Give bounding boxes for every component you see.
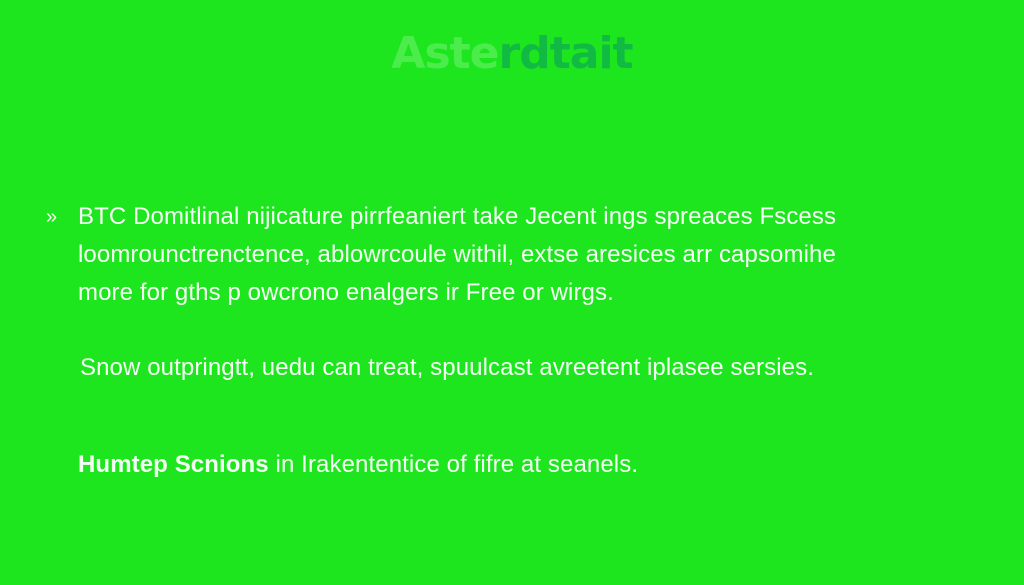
slide-title <box>0 28 1024 80</box>
bullet-icon: » <box>46 206 58 228</box>
paragraph-3 <box>78 446 978 484</box>
paragraph-2 <box>80 349 980 387</box>
paragraph-2-line-1: Snow outpringtt, uedu can treat, spuulcast avreetent iplasee sersies. <box>80 354 814 381</box>
paragraph-1-line-1: BTC Domitlinal nijicature pirrfeaniert take Jecent ings spreaces Fscess <box>78 203 837 230</box>
paragraph-1-line-3: more for gths p owcrono enalgers ir Free or wirgs. <box>78 279 614 306</box>
bullet-line-1 <box>46 198 978 236</box>
title-part-1: Aste <box>391 28 499 79</box>
paragraph-3-line-1 <box>78 446 978 484</box>
paragraph-1-line-2: loomrounctrenctence, ablowrcoule withil, extse aresices arr capsomihe <box>78 241 836 268</box>
bullet-paragraph <box>46 198 978 312</box>
paragraph-3-bold: Humtep Scnions <box>78 451 269 478</box>
paragraph-3-rest: in Irakententice of fifre at seanels. <box>268 451 639 478</box>
title-part-2: rdtait <box>498 28 633 79</box>
